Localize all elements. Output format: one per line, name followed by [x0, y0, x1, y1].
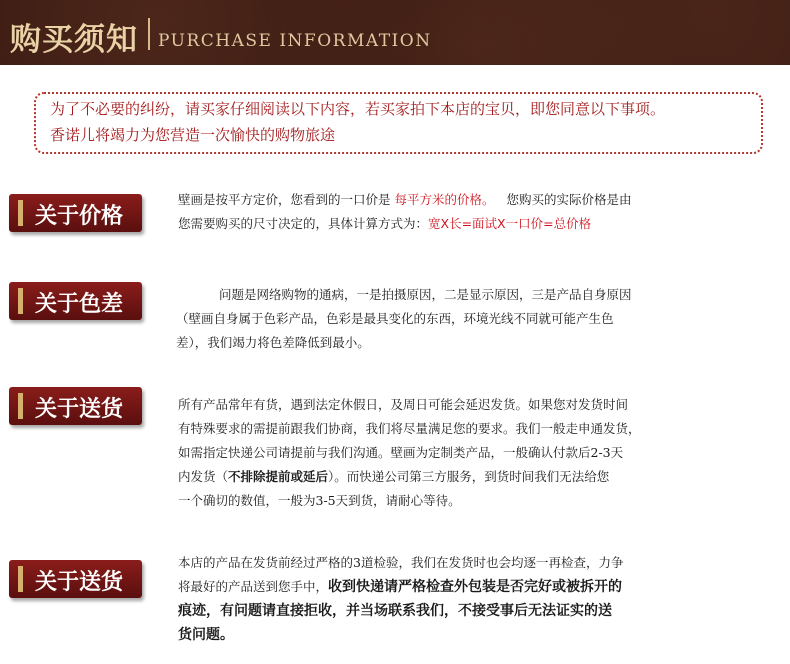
price-paragraph — [178, 188, 778, 236]
shipping-line-1: 所有产品常年有货，遇到法定休假日，及周日可能会延迟发货。如果您对发货时间 — [178, 397, 629, 412]
delivery-line-3: 痕迹，有问题请直接拒收，并当场联系我们，不接受事后无法证实的送 — [178, 603, 612, 619]
delivery-text-a: 将最好的产品送到您手中， — [178, 579, 329, 594]
badge-accent-bar — [18, 393, 23, 419]
price-text-b: 您购买的实际价格是由 — [506, 192, 632, 207]
badge-accent-bar — [18, 200, 23, 226]
header-title-cn: 购买须知 — [10, 22, 138, 58]
shipping-bold-note: 不排除提前或延后 — [228, 469, 329, 484]
delivery-bold-note: 收到快递请严格检查外包装是否完好或被拆开的 — [328, 579, 623, 595]
price-highlight-unit: 每平方米的价格。 — [394, 192, 495, 207]
badge-shipping — [9, 387, 142, 425]
shipping-text-b: ）。而快递公司第三方服务，到货时间我们无法给您 — [328, 469, 610, 484]
badge-label: 关于价格 — [35, 204, 124, 229]
badge-color — [9, 282, 142, 320]
shipping-line-5: 一个确切的数值，一般为3-5天到货，请耐心等待。 — [178, 493, 461, 508]
header-title-en: PURCHASE INFORMATION — [158, 31, 432, 51]
badge-label: 关于送货 — [35, 570, 124, 595]
price-line-1 — [178, 188, 778, 212]
header-divider — [148, 18, 150, 50]
badge-delivery — [9, 560, 142, 598]
shipping-line-4 — [178, 465, 778, 489]
badge-label: 关于送货 — [35, 397, 124, 422]
shipping-text-a: 内发货（ — [178, 469, 229, 484]
badge-accent-bar — [18, 288, 23, 314]
notice-box — [34, 92, 763, 154]
price-formula: 宽X长=面试X一口价=总价格 — [428, 216, 592, 231]
color-paragraph — [176, 283, 776, 355]
price-line-2 — [178, 212, 778, 236]
color-line-2: （壁画自身属于色彩产品，色彩是最具变化的东西，环境光线不同就可能产生色 — [176, 311, 614, 326]
notice-line-1: 为了不必要的纠纷，请买家仔细阅读以下内容，若买家拍下本店的宝贝，即您同意以下事项。 — [50, 100, 666, 118]
color-line-1: 问题是网络购物的通病，一是拍摄原因，二是显示原因，三是产品自身原因 — [219, 287, 632, 302]
shipping-line-2: 有特殊要求的需提前跟我们协商，我们将尽量满足您的要求。我们一般走申通发货， — [178, 421, 641, 436]
price-text-a: 壁画是按平方定价，您看到的一口价是 — [178, 192, 391, 207]
delivery-line-2 — [178, 575, 778, 599]
price-text-c: 您需要购买的尺寸决定的，具体计算方式为： — [178, 216, 429, 231]
color-line-3: 差），我们竭力将色差降低到最小。 — [176, 335, 370, 350]
purchase-info-header — [0, 0, 790, 65]
notice-line-2: 香诺儿将竭力为您营造一次愉快的购物旅途 — [50, 126, 336, 144]
badge-price — [9, 194, 142, 232]
delivery-line-4: 货问题。 — [178, 627, 234, 643]
badge-label: 关于色差 — [35, 292, 124, 317]
shipping-line-3: 如需指定快递公司请提前与我们沟通。壁画为定制类产品，一般确认付款后2-3天 — [178, 445, 624, 460]
shipping-paragraph — [178, 393, 778, 513]
delivery-line-1: 本店的产品在发货前经过严格的3道检验，我们在发货时也会均逐一再检查，力争 — [178, 555, 624, 570]
badge-accent-bar — [18, 566, 23, 592]
delivery-paragraph — [178, 551, 778, 647]
